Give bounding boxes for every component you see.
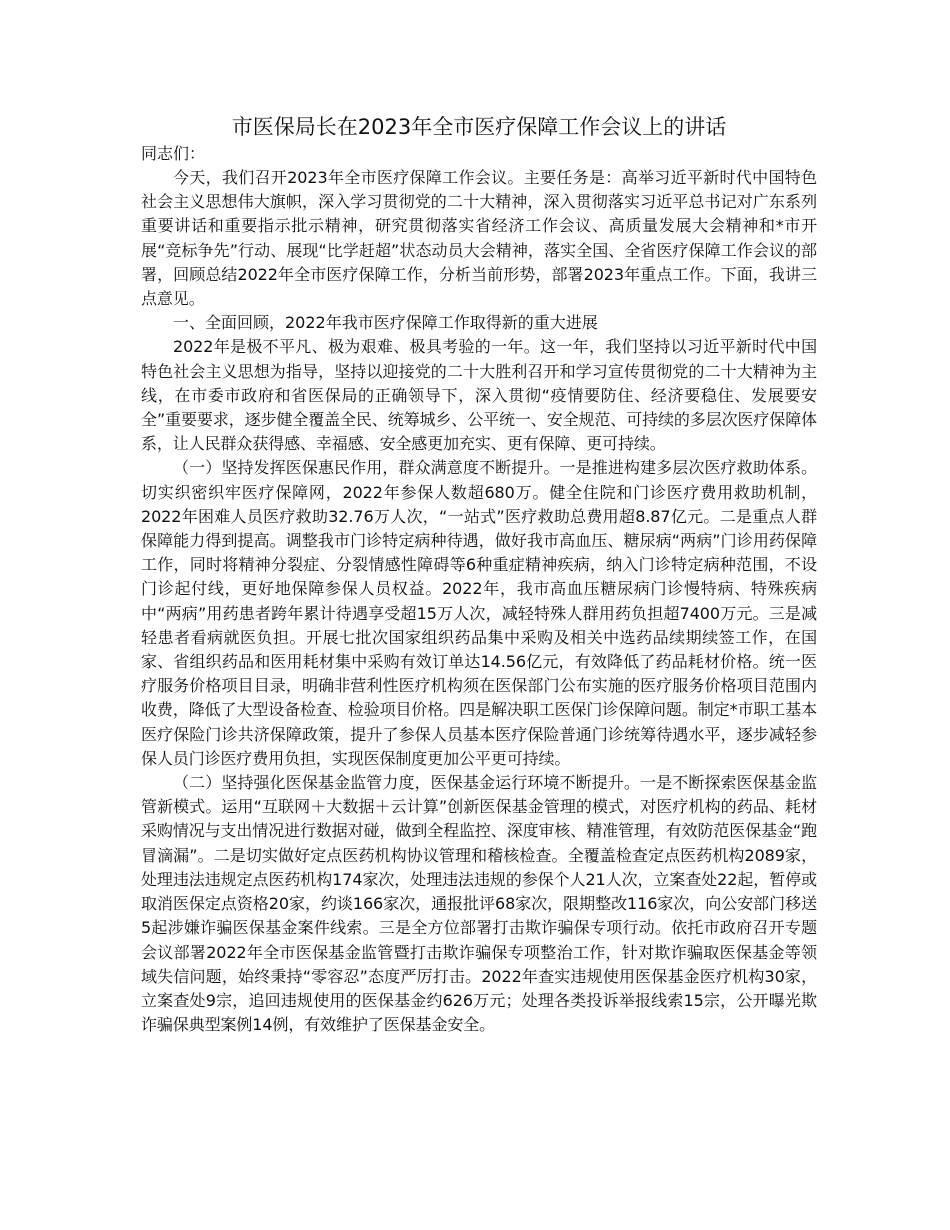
intro-paragraph: 今天，我们召开2023年全市医疗保障工作会议。主要任务是：高举习近平新时代中国特色社会主义思想伟大旗帜，深入学习贯彻党的二十大精神，深入贯彻落实习近平总书记对广东系列重要讲话和重要指示批示精神，研究贯彻落实省经济工作会议、高质量发展大会精神和*市开展“竞标争先”行动、展现“比学赶超”状态动员大会精神，落实全国、全省医疗保障工作会议的部署，回顾总结2022年全市医疗保障工作，分析当前形势，部署2023年重点工作。下面，我讲三点意见。: [141, 168, 817, 309]
subsection-2-paragraph: （二）坚持强化医保基金监管力度，医保基金运行环境不断提升。一是不断探索医保基金监管新模式。运用“互联网＋大数据＋云计算”创新医保基金管理的模式，对医疗机构的药品、耗材采购情况与支出情况进行数据对碰，做到全程监控、深度审核、精准管理，有效防范医保基金“跑冒滴漏”。二是切实做好定点医药机构协议管理和稽核检查。全覆盖检查定点医药机构2089家，处理违法违规定点医药机构174家次，处理违法违规的参保个人21人次，立案查处22起，暂停或取消医保定点资格20家，约谈166家次，通报批评68家次，限期整改116家次，向公安部门移送5起涉嫌诈骗医保基金案件线索。三是全方位部署打击欺诈骗保专项行动。依托市政府召开专题会议部署2022年全市医保基金监管暨打击欺诈骗保专项整治工作，针对欺诈骗取医保基金等领域失信问题，始终秉持“零容忍”态度严厉打击。2022年查实违规使用医保基金医疗机构30家，立案查处9宗，追回违规使用的医保基金约626万元；处理各类投诉举报线索15宗，公开曝光欺诈骗保典型案例14例，有效维护了医保基金安全。: [141, 773, 818, 1035]
section-1-heading: 一、全面回顾，2022年我市医疗保障工作取得新的重大进展: [173, 313, 598, 333]
salutation: 同志们：: [141, 144, 206, 163]
subsection-1-paragraph: （一）坚持发挥医保惠民作用，群众满意度不断提升。一是推进构建多层次医疗救助体系。切实织密织牢医疗保障网，2022年参保人数超680万。健全住院和门诊医疗费用救助机制，2022年困难人员医疗救助32.76万人次，“一站式”医疗救助总费用超8.87亿元。二是重点人群保障能力得到提高。调整我市门诊特定病种待遇，做好我市高血压、糖尿病“两病”门诊用药保障工作，同时将精神分裂症、分裂情感性障碍等6种重症精神疾病，纳入门诊特定病种范围，不设门诊起付线，更好地保障参保人员权益。2022年，我市高血压糖尿病门诊慢特病、特殊疾病中“两病”用药患者跨年累计待遇享受超15万人次，减轻特殊人群用药负担超7400万元。三是减轻患者看病就医负担。开展七批次国家组织药品集中采购及相关中选药品续期续签工作，在国家、省组织药品和医用耗材集中采购有效订单达14.56亿元，有效降低了药品耗材价格。统一医疗服务价格项目目录，明确非营利性医疗机构须在医保部门公布实施的医疗服务价格项目范围内收费，降低了大型设备检查、检验项目价格。四是解决职工医保门诊保障问题。制定*市职工基本医疗保险门诊共济保障政策，提升了参保人员基本医疗保险普通门诊统筹待遇水平，逐步减轻参保人员门诊医疗费用负担，实现医保制度更加公平更可持续。: [141, 458, 817, 768]
section-1-intro-paragraph: 2022年是极不平凡、极为艰难、极具考验的一年。这一年，我们坚持以习近平新时代中国特色社会主义思想为指导，坚持以迎接党的二十大胜利召开和学习宣传贯彻党的二十大精神为主线，在市委市政府和省医保局的正确领导下，深入贯彻“疫情要防住、经济要稳住、发展要安全”重要要求，逐步健全覆盖全民、统筹城乡、公平统一、安全规范、可持续的多层次医疗保障体系，让人民群众获得感、幸福感、安全感更加充实、更有保障、更可持续。: [141, 337, 817, 454]
document-title: 市医保局长在2023年全市医疗保障工作会议上的讲话: [231, 115, 727, 139]
document-page: [141, 112, 817, 1037]
